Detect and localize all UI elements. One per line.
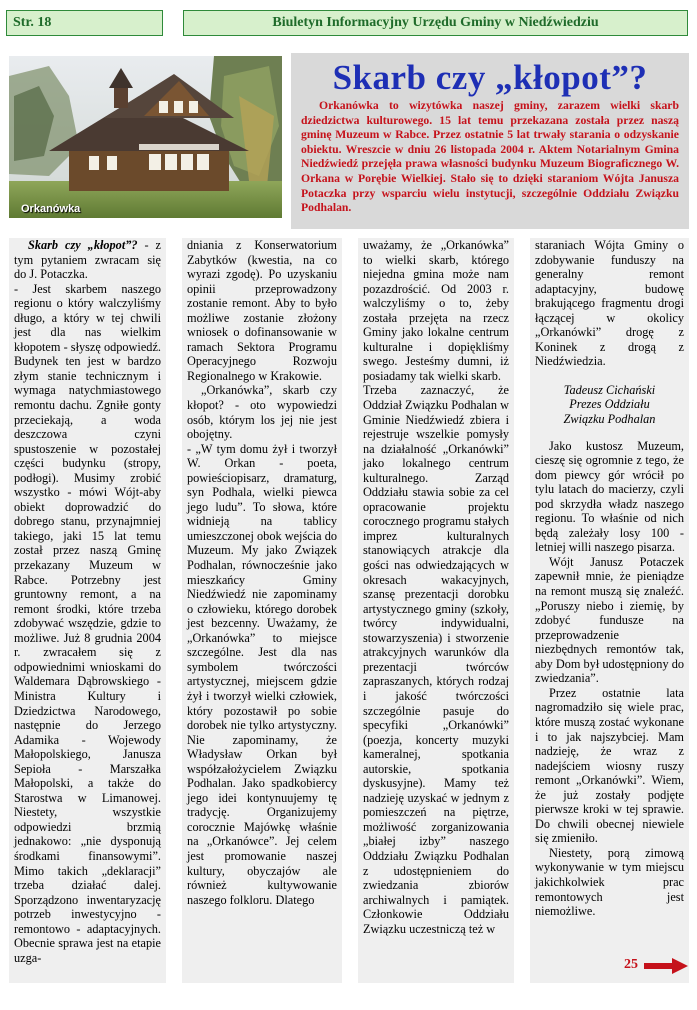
question-emphasis: Skarb czy „kłopot”? bbox=[28, 238, 138, 252]
paragraph: Wójt Janusz Potaczek zapewnił mnie, że pieniądze na remont muszą się znaleźć. „Poruszy niebo i ziemię, by zdobyć fundusze na przeprowadzenie niezbędnych remontów tak, aby Dom był udostępniony do zwiedzania”. bbox=[535, 554, 684, 686]
publication-title: Biuletyn Informacyjny Urzędu Gminy w Niedźwiedziu bbox=[183, 10, 688, 36]
page-label: Str. 18 bbox=[6, 10, 163, 36]
photo-caption: Orkanówka bbox=[21, 203, 81, 215]
paragraph: - „W tym domu żył i tworzył W. Orkan - poeta, powieściopisarz, dramaturg, syn Podhala, wielki piewca jego ludu”. To słowa, które widnieją na tablicy umieszczonej obok wejścia do Muzeum. My jako Związek Podhalan, równocześnie jako mieszkańcy Gminy Niedźwiedź nie zapominamy o człowieku, którego dorobek jest bezcenny. Uważamy, że „Orkanówka” to miejsce szczególne. Jest dla nas symbolem twórczości artystycznej, miejscem gdzie żył i tworzył wielki człowiek, który pozostawił po sobie dorobek nie tylko artystyczny. Nie zapominamy, że Władysław Orkan był współzałożycielem Związku Podhalan. Jako spadkobiercy jego idei kontynuujemy tę tradycję. Organizujemy corocznie Majówkę właśnie na „Orkanówce”. Jej celem jest promowanie naszej kultury, obyczajów ale również kultywowanie naszego folkloru. Dlatego bbox=[187, 441, 337, 907]
paragraph: Niestety, porą zimową wykonywanie w tym miejscu jakichkolwiek prac remontowych jest niemożliwe. bbox=[535, 845, 684, 919]
article-title: Skarb czy „kłopot”? bbox=[332, 58, 648, 97]
paragraph: - Jest skarbem naszego regionu o który walczyliśmy długo, a który w tej chwili jest dla nas wielkim kłopotem - słyszę odpowiedź. Budynek ten jest w bardzo złym stanie technicznym i wymaga natychmiastowego remontu dachu. Zgniłe gonty przeciekają, a woda deszczowa czyni spustoszenie w pozostałej części budynku (stropy, podłogi). Musimy zrobić wszystko - mówi Wójt-aby obiekt doprowadzić do dobrego stanu, przynajmniej takiego, jaki 15 lat temu został przez naszą Gminę przekazany Muzeum w Rabce. Potrzebny jest gruntowny remont, a na remont środki, które trzeba zdobywać wszędzie, gdzie to możliwe. Już 8 grudnia 2004 r. zwracałem się z odpowiednimi wnioskami do Waldemara Dąbrowskiego - Ministra Kultury i Dziedzictwa Narodowego, następnie do Jerzego Adamika - Wojewody Małopolskiego, Janusza Sepioła - Marszałka Małopolski, a także do Starostwa w Limanowej. Niestety, wszystkie odpowiedzi brzmią jednakowo: „nie dysponują środkami finansowymi”. Mimo takich „deklaracji” trzeba działać dalej. Sporządzono inwentaryzację potrzeb inwestycyjno - remontowo - adaptacyjnych. Obecnie sprawa jest na etapie uzga- bbox=[14, 281, 161, 965]
paragraph-text: - z tym pytaniem zwracam się do J. Potaczka. bbox=[14, 238, 161, 282]
paragraph: „Orkanówka”, skarb czy kłopot? - oto wypowiedzi osób, którym los jej nie jest obojętny. bbox=[187, 383, 337, 442]
article-lead: Orkanówka to wizytówka naszej gminy, zarazem wielki skarb dziedzictwa kulturowego. 15 lat temu przekazana została przez naszą gminę Muzeum w Rabce. Przez ostatnie 5 lat trwały starania o odzyskanie obiektu. Wreszcie w dniu 26 listopada 2004 r. Aktem Notarialnym Gmina Niedźwiedź przejęła prawa własności budynku Muzeum Biograficznego W. Orkana w Porębie Wielkiej. Stało się to dzięki staraniom Wójta Janusza Potaczka przy wsparciu wielu instytucji, szczególnie Oddziału Związku Podhalan. bbox=[301, 99, 679, 215]
paragraph: staraniach Wójta Gminy o zdobywanie funduszy na generalny remont adaptacyjny, budowę brakującego fragmentu drogi łączącej w okolicy „Orkanówki” drogę z Koninek z drogą z Niedźwiedzia. bbox=[535, 238, 684, 369]
text-column-2 bbox=[182, 238, 342, 983]
signature-role: Prezes Oddziału bbox=[569, 397, 650, 412]
text-column-4 bbox=[530, 238, 689, 983]
signature-organization: Związku Podhalan bbox=[563, 412, 656, 427]
lead-box bbox=[291, 53, 689, 229]
next-page-arrow-icon[interactable] bbox=[644, 958, 688, 974]
paragraph: uważamy, że „Orkanówka” to wielki skarb, którego niejedna gmina może nam pozazdrościć. Od 2003 r. walczyliśmy o to, żeby została przejęta na rzecz Gminy jako lokalne centrum kulturalne i dopiękliśmy swego. Jesteśmy dumni, iż posiadamy tak wielki skarb. bbox=[363, 238, 509, 383]
text-column-3 bbox=[358, 238, 514, 983]
paragraph: Przez ostatnie lata nagromadziło się wiele prac, które muszą zostać wykonane i to jak najszybciej. Mam nadzieję, że wraz z nadejściem wiosny ruszy remont „Orkanówki”. Wiem, że już zostały podjęte pierwsze kroki w tej sprawie. Do chwili obecnej niewiele się zmieniło. bbox=[535, 685, 684, 846]
paragraph: dniania z Konserwatorium Zabytków (kwestia, na co wyrazi zgodę). Po uzyskaniu opinii przeprowadzony zostanie remont. Aby to było możliwe zostanie złożony wniosek o dofinansowanie w ramach Sektora Programu Operacyjnego Rozwoju Regionalnego w Krakowie. bbox=[187, 238, 337, 383]
paragraph bbox=[14, 238, 161, 282]
paragraph: Trzeba zaznaczyć, że Oddział Związku Podhalan w Gminie Niedźwiedź zbiera i rejestruje wszelkie pomysły na działalność „Orkanówki” jako lokalnego centrum kulturalnego. Zarząd Oddziału stawia sobie za cel opracowanie projektu corocznego programu stałych imprez kulturalnych stanowiących atrakcje dla gości nas odwiedzających w okresach wakacyjnych, szansę prezentacji dorobku artystycznego gminy (szkoły, twórcy indywidualni, stowarzyszenia) i stworzenie atrakcyjnych warunków dla prezentacji twórców zapraszanych, których rodzaj i jakość twórczości szczególnie pasuje do specyfiki „Orkanówki” (poezja, koncerty muzyki kameralnej, spotkania autorskie, spotkania dyskusyjne). Mamy też nadzieję uzyskać w jednym z pomieszczeń na piętrze, możliwość zorganizowania „białej izby” naszego Oddziału Związku Podhalan z udostępnieniem do zwiedzania zbiorów archiwalnych i pamiątek. Członkowie Oddziału Związku uczestniczą też w bbox=[363, 383, 509, 936]
page-number: 25 bbox=[624, 957, 638, 972]
text-column-1 bbox=[9, 238, 166, 983]
orkanowka-photo bbox=[9, 56, 282, 218]
paragraph: Jako kustosz Muzeum, cieszę się ogromnie z tego, że dom piewcy gór wrócił po tylu latach do macierzy, czyli pod skrzydła władz naszego regionu. To właśnie od nich będą zależały losy 100 - letniej willi naszego pisarza. bbox=[535, 438, 684, 555]
house-illustration bbox=[9, 56, 282, 218]
signature-name: Tadeusz Cichański bbox=[563, 382, 656, 397]
